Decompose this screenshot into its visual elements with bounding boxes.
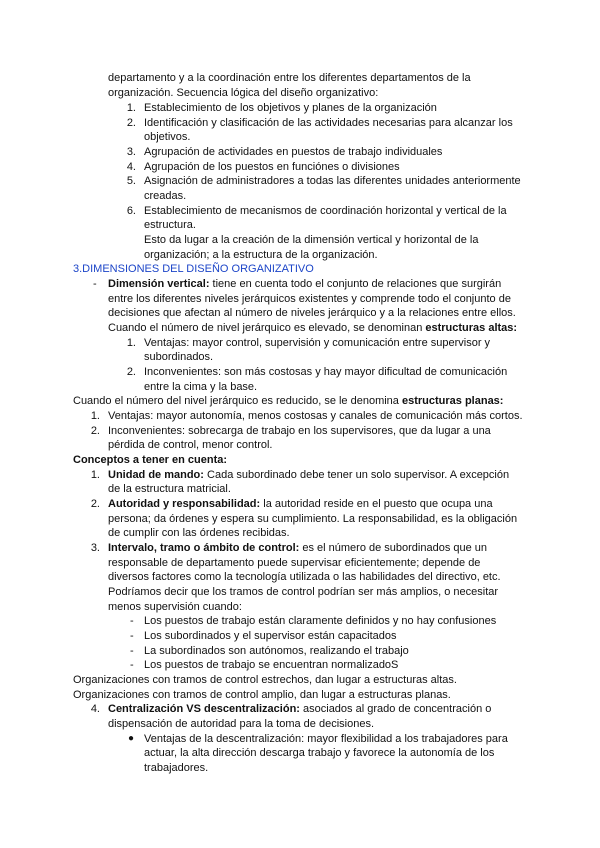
dash-marker: -: [93, 278, 97, 290]
list-number: 2.: [90, 425, 100, 437]
list-item: Esto da lugar a la creación de la dimensión vertical y horizontal de la: [144, 234, 479, 246]
list-item: organización; a la estructura de la organización.: [144, 249, 378, 261]
list-item: Establecimiento de mecanismos de coordinación horizontal y vertical de la: [144, 205, 507, 217]
list-item: objetivos.: [144, 131, 191, 143]
list-item: entre la cima y la base.: [144, 381, 258, 393]
section-heading: 3.DIMENSIONES DEL DISEÑO ORGANIZATIVO: [73, 263, 314, 275]
list-item: Los subordinados y el supervisor están capacitados: [144, 630, 397, 642]
paragraph-line: responsable de departamento puede supervisar eficientemente; depende de: [108, 557, 481, 569]
list-item: Establecimiento de los objetivos y planes de la organización: [144, 102, 437, 114]
concepts-heading: Conceptos a tener en cuenta:: [73, 454, 228, 466]
list-number: 1.: [126, 102, 136, 114]
paragraph-line: Organizaciones con tramos de control amplio, dan lugar a estructuras planas.: [73, 689, 451, 701]
list-number: 1.: [90, 469, 100, 481]
paragraph-line: Autoridad y responsabilidad: la autoridad reside en el puesto que ocupa una: [108, 498, 493, 510]
list-item: subordinados.: [144, 351, 214, 363]
list-number: 2.: [126, 366, 136, 378]
list-item: Los puestos de trabajo se encuentran normalizadoS: [144, 659, 399, 671]
list-number: 4.: [90, 703, 100, 715]
list-item: Agrupación de los puestos en funciónes o divisiones: [144, 161, 400, 173]
paragraph-line: dispensación de autoridad para la toma de decisiones.: [108, 718, 375, 730]
list-item: creadas.: [144, 190, 187, 202]
list-item: trabajadores.: [144, 762, 209, 774]
list-number: 1.: [126, 337, 136, 349]
paragraph-line: Podríamos decir que los tramos de control podrían ser más amplios, o necesitar: [108, 586, 499, 598]
paragraph-line: Cuando el número de nivel jerárquico es elevado, se denominan estructuras altas:: [108, 322, 518, 334]
paragraph-line: de cumplir con las órdenes recibidas.: [108, 527, 290, 539]
paragraph-line: Cuando el número del nivel jerárquico es reducido, se le denomina estructuras planas:: [73, 395, 504, 407]
intro-line: departamento y a la coordinación entre los diferentes departamentos de la: [108, 72, 471, 84]
list-number: 4.: [126, 161, 136, 173]
list-number: 3.: [126, 146, 136, 158]
list-number: 2.: [126, 117, 136, 129]
list-number: 5.: [126, 175, 136, 187]
list-number: 6.: [126, 205, 136, 217]
list-item: estructura.: [144, 219, 196, 231]
list-item: pérdida de control, menor control.: [108, 439, 273, 451]
paragraph-line: persona; da órdenes y espera su cumplimiento. La responsabilidad, es la obligación: [108, 513, 518, 525]
list-item: actuar, la alta dirección descarga trabajo y favorece la autonomía de los: [144, 747, 495, 759]
list-item: Los puestos de trabajo están claramente definidos y no hay confusiones: [144, 615, 497, 627]
list-item: Ventajas: mayor autonomía, menos costosas y canales de comunicación más cortos.: [108, 410, 523, 422]
list-item: La subordinados son autónomos, realizando el trabajo: [144, 645, 409, 657]
paragraph-line: entre los diferentes niveles jerárquicos existentes y comprende todo el conjunto de: [108, 293, 511, 305]
paragraph-line: Centralización VS descentralización: asociados al grado de concentración o: [108, 703, 492, 715]
intro-line: organización. Secuencia lógica del diseño organizativo:: [108, 87, 379, 99]
term: Dimensión vertical:: [108, 278, 210, 290]
list-item: Asignación de administradores a todas las diferentes unidades anteriormente: [144, 175, 521, 187]
list-item: Ventajas: mayor control, supervisión y comunicación entre supervisor y: [144, 337, 491, 349]
paragraph-line: Dimensión vertical: tiene en cuenta todo el conjunto de relaciones que surgirán: [108, 278, 502, 290]
paragraph-line: Unidad de mando: Cada subordinado debe tener un solo supervisor. A excepción: [108, 469, 510, 481]
bullet-icon: ●: [128, 733, 135, 744]
list-item: Inconvenientes: sobrecarga de trabajo en los supervisores, que da lugar a una: [108, 425, 491, 437]
list-number: 1.: [90, 410, 100, 422]
paragraph-line: menos supervisión cuando:: [108, 601, 242, 613]
paragraph-line: de la estructura matricial.: [108, 483, 231, 495]
paragraph-line: Intervalo, tramo o ámbito de control: es el número de subordinados que un: [108, 542, 488, 554]
list-item: Inconvenientes: son más costosas y hay mayor dificultad de comunicación: [144, 366, 508, 378]
list-item: Identificación y clasificación de las actividades necesarias para alcanzar los: [144, 117, 513, 129]
paragraph-line: decisiones que afectan al número de niveles jerárquico y a la relaciones entre ellos.: [108, 307, 516, 319]
dash-marker: -: [130, 645, 134, 657]
paragraph-line: Organizaciones con tramos de control estrechos, dan lugar a estructuras altas.: [73, 674, 457, 686]
list-number: 3.: [90, 542, 100, 554]
list-number: 2.: [90, 498, 100, 510]
list-item: Agrupación de actividades en puestos de trabajo individuales: [144, 146, 443, 158]
dash-marker: -: [130, 615, 134, 627]
list-item: Ventajas de la descentralización: mayor flexibilidad a los trabajadores para: [144, 733, 508, 745]
paragraph-line: diversos factores como la tecnología utilizada o las habilidades del directivo, etc.: [108, 571, 501, 583]
dash-marker: -: [130, 630, 134, 642]
dash-marker: -: [130, 659, 134, 671]
